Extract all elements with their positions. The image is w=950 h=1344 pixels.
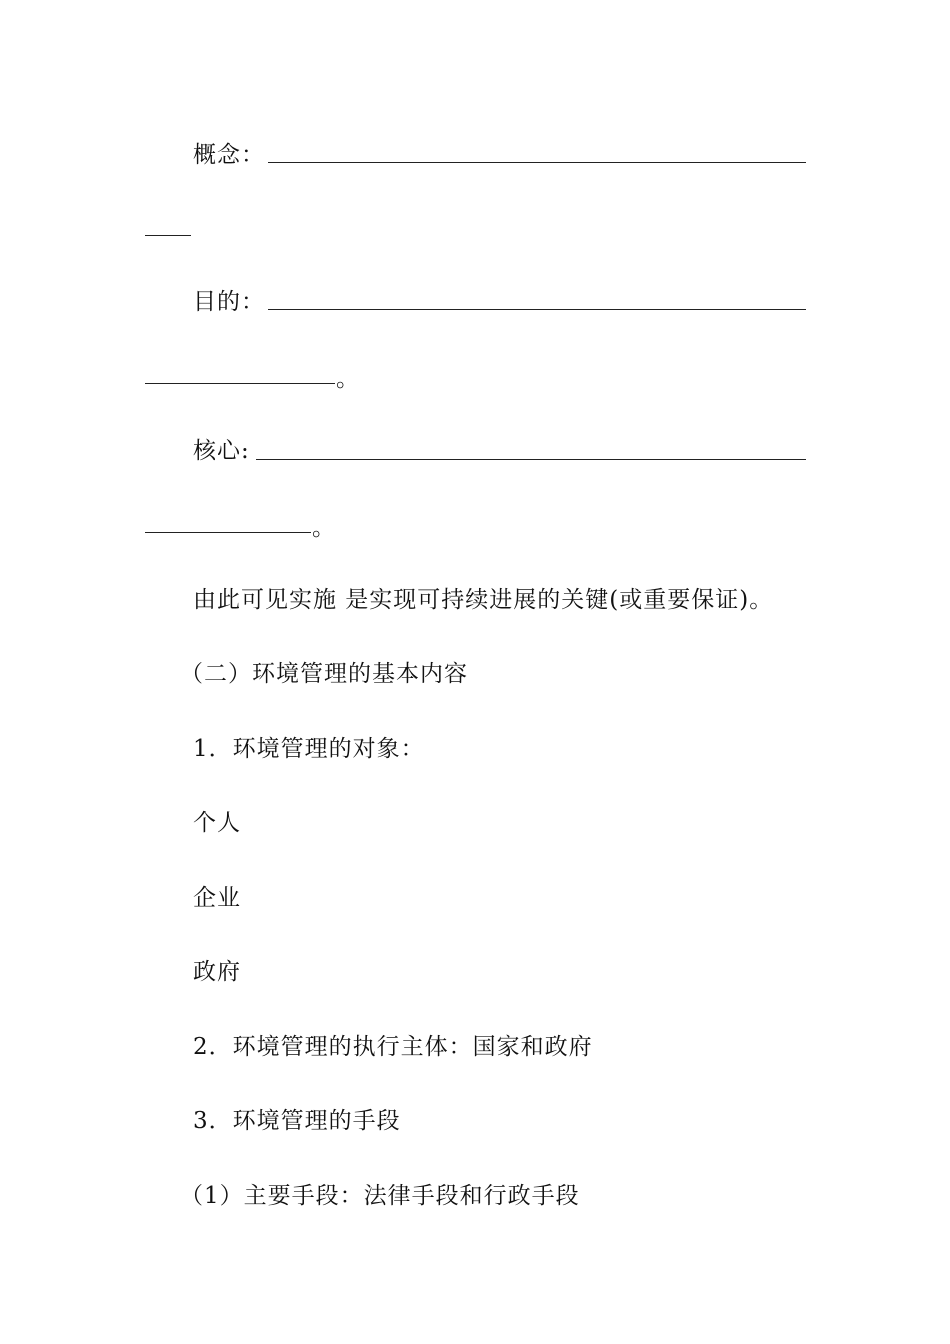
concept-blank-continued [145,235,191,236]
core-end-mark: 。 [312,515,335,541]
core-line [193,436,250,466]
concept-line [193,140,265,170]
sub-item-1: （1）主要手段：法律手段和行政手段 [180,1183,580,1209]
core-label: 核心: [193,438,250,464]
core-blank-continued [145,532,311,533]
key-paragraph: 由此可见实施 是实现可持续进展的关键(或重要保证)。 [193,587,774,613]
purpose-blank-continued [145,383,335,384]
item-2: 2．环境管理的执行主体：国家和政府 [193,1034,593,1060]
target-government: 政府 [193,959,241,985]
item-3: 3．环境管理的手段 [193,1108,401,1134]
purpose-blank [268,309,806,310]
purpose-label: 目的： [193,289,265,315]
purpose-end-mark: 。 [336,366,359,392]
core-blank [256,459,806,460]
target-individual: 个人 [193,810,241,836]
section-heading: （二）环境管理的基本内容 [180,661,468,687]
concept-label: 概念： [193,142,265,168]
concept-blank [268,162,806,163]
purpose-line [193,287,265,317]
target-enterprise: 企业 [193,885,241,911]
item-1: 1．环境管理的对象： [193,736,425,762]
